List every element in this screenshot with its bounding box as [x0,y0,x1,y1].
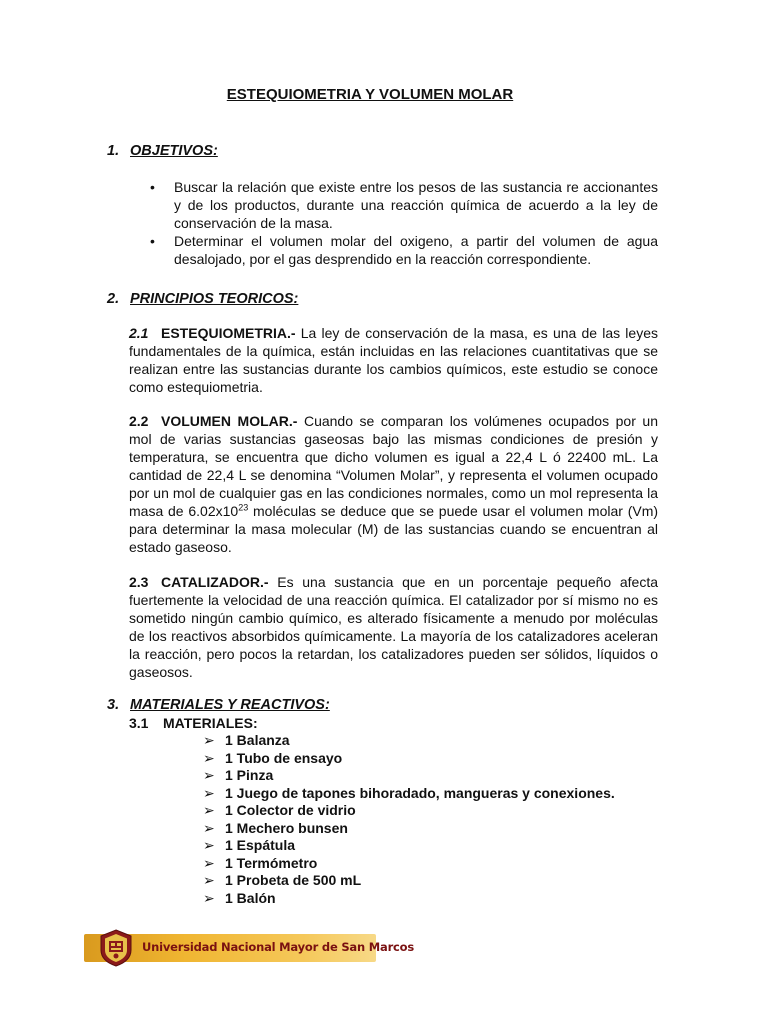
section-title: OBJETIVOS: [130,143,218,159]
section-heading-materiales [107,696,330,714]
subsection-heading-materiales [129,714,258,732]
materials-list [203,732,615,907]
material-label: 1 Espátula [225,837,296,853]
subsection-number: 3.1 [129,715,149,731]
list-item [203,785,615,803]
paragraph-text: Es una sustancia que en un porcentaje pequeño afecta fuertemente la velocidad de una reacción química. El catalizador por sí mismo no es sometido ningún cambio químico, es alterado físicamente a menudo por moléculas de los reactivos absorbidos químicamente. La mayoría de los catalizadores aceleran la reacción, pero pocos la retardan, los catalizadores pueden ser sólidos, líquidos o gaseosos. [129,574,658,680]
exponent: 23 [238,502,249,513]
list-item [203,855,615,873]
material-label: 1 Colector de vidrio [225,802,356,818]
material-label: 1 Probeta de 500 mL [225,872,362,888]
list-item [203,837,615,855]
subsection-number: 2.1 [129,325,149,341]
subsection-title: ESTEQUIOMETRIA.- [161,325,296,341]
arrow-bullet-icon: ➢ [203,802,215,818]
paragraph-volumen-molar [129,412,658,556]
section-title: PRINCIPIOS TEORICOS: [130,291,299,307]
university-crest-icon [97,928,135,968]
section-number: 3. [107,697,120,713]
arrow-bullet-icon: ➢ [203,872,215,888]
material-label: 1 Pinza [225,767,274,783]
material-label: 1 Mechero bunsen [225,819,348,836]
list-item [203,732,615,750]
material-label: 1 Balón [225,889,276,906]
document-title: ESTEQUIOMETRIA Y VOLUMEN MOLAR [226,86,514,103]
list-item [203,767,615,785]
material-label: 1 Tubo de ensayo [225,749,343,766]
list-item [203,802,615,820]
paragraph-text: Cuando se comparan los volúmenes ocupados por un mol de varias sustancias gaseosas bajo las mismas condiciones de presión y temperatura, se encuentra que dicho volumen es igual a 22,4 L ó 22400 mL. La cantidad de 22,4 L se denomina “Volumen Molar”, y representa el volumen ocupado por un mol de cualquier gas en las condiciones normales, como un mol representa la masa de 6.02x10 [129,413,658,519]
paragraph-estequiometria [129,324,658,396]
subsection-number: 2.3 [129,574,149,590]
list-item: • Buscar la relación que existe entre los pesos de las sustancia re accionantes y de los productos, durante una reacción química de acuerdo a la ley de conservación de la masa. [150,178,658,232]
subsection-number: 2.2 [129,413,149,429]
section-heading-principios [107,290,298,308]
list-item [203,872,615,890]
list-item [203,820,615,838]
subsection-title: VOLUMEN MOLAR.- [161,413,298,429]
paragraph-text: La ley de conservación de la masa, es una de las leyes fundamentales de la química, están incluidas en las relaciones cuantitativas que se realizan entre las sustancias durante los cambios químicos, este estudio se conoce como estequiometria. [129,325,658,395]
arrow-bullet-icon: ➢ [203,854,215,871]
paragraph-catalizador [129,573,658,681]
objectives-list [150,178,658,268]
list-item [203,750,615,768]
material-label: 1 Balanza [225,732,290,748]
list-item [203,890,615,908]
arrow-bullet-icon: ➢ [203,767,215,783]
arrow-bullet-icon: ➢ [203,819,215,836]
arrow-bullet-icon: ➢ [203,784,215,801]
material-label: 1 Termómetro [225,854,318,871]
arrow-bullet-icon: ➢ [203,732,215,748]
material-label: 1 Juego de tapones bihoradado, mangueras y conexiones. [225,784,615,801]
university-name: Universidad Nacional Mayor de San Marcos [142,940,415,954]
section-number: 1. [107,143,120,159]
section-title: MATERIALES Y REACTIVOS: [130,697,330,713]
arrow-bullet-icon: ➢ [203,749,215,766]
list-item: • Determinar el volumen molar del oxigeno, a partir del volumen de agua desalojado, por el gas desprendido en la reacción correspondiente. [150,232,658,268]
paragraph-text: moléculas se deduce que se puede usar el volumen molar (Vm) para determinar la masa molecular (M) de las sustancias cuando se encuentran al estado gaseoso. [129,503,659,555]
section-number: 2. [107,291,120,307]
subsection-title: CATALIZADOR.- [161,574,269,590]
section-heading-objetivos [107,142,218,160]
arrow-bullet-icon: ➢ [203,837,215,853]
arrow-bullet-icon: ➢ [203,889,215,906]
subsection-title: MATERIALES: [163,715,258,731]
